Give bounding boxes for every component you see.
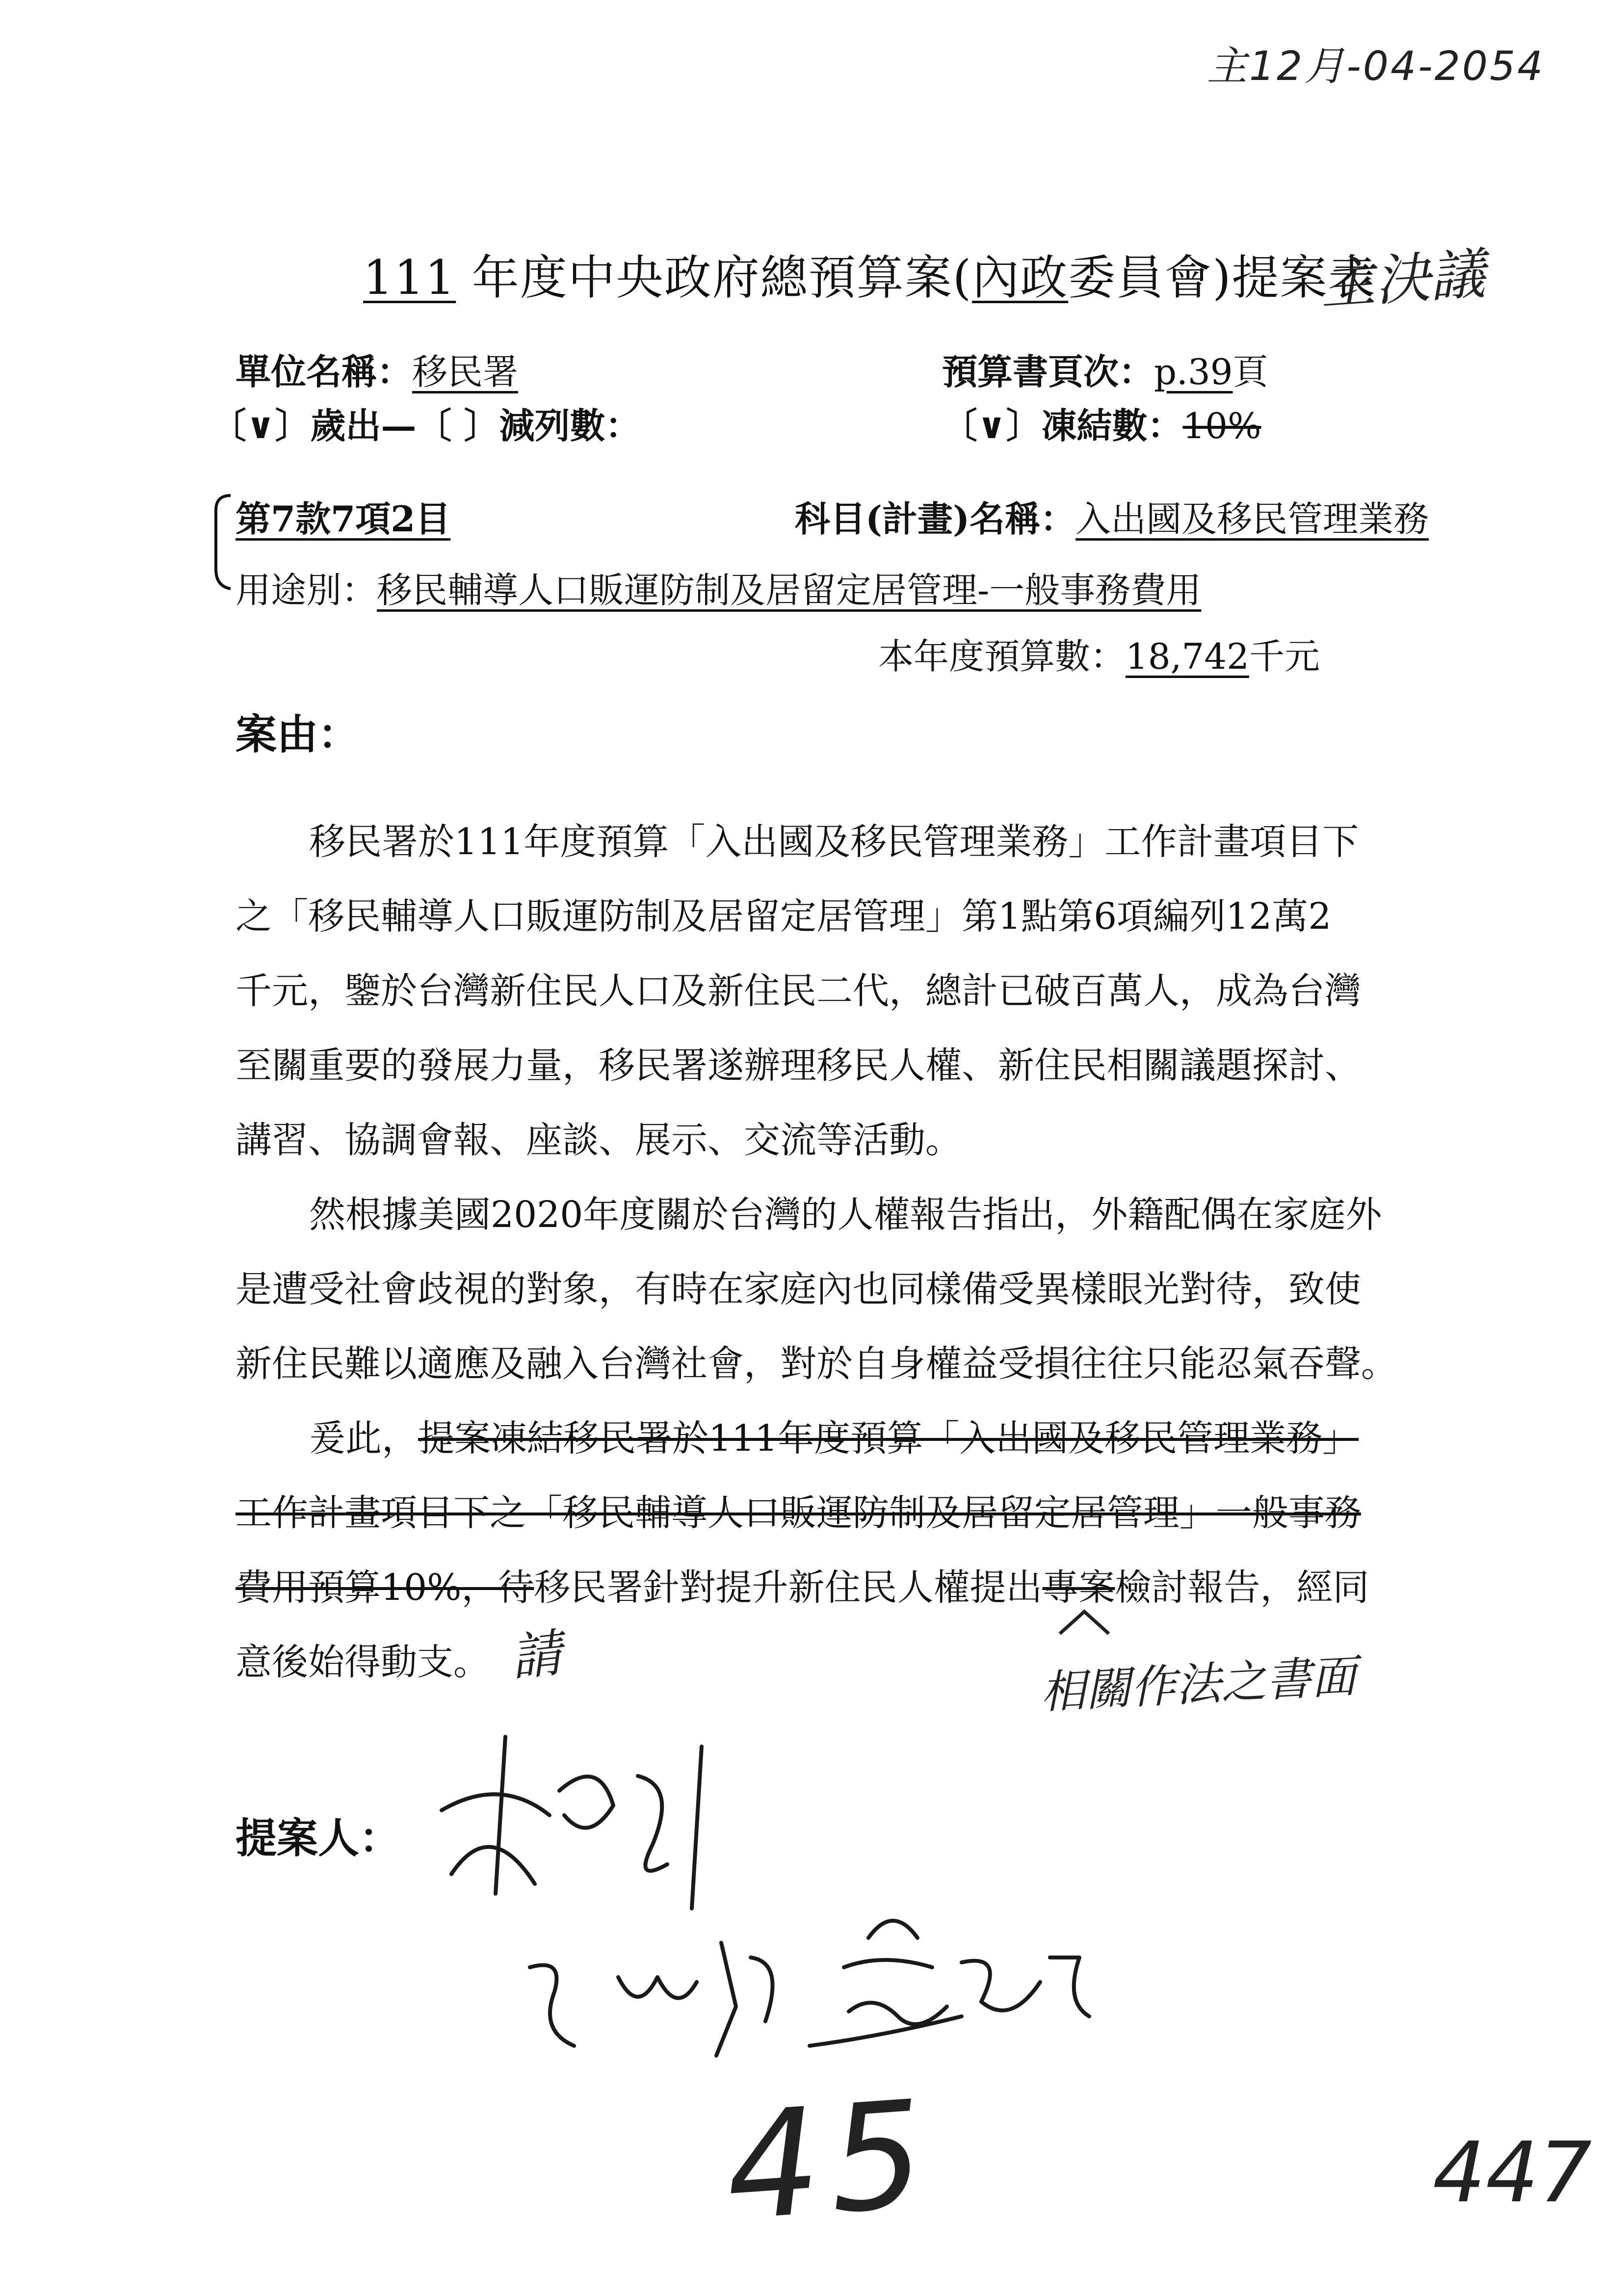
budget-page-unit: 頁: [1232, 351, 1268, 392]
proposer-label: 提案人：: [236, 1814, 401, 1862]
budget-label: 本年度預算數：: [878, 636, 1126, 677]
signature-3: [810, 1921, 1089, 2046]
freeze-value: 10%: [1182, 405, 1261, 446]
handwritten-stamp: 主12月-04-2054: [1207, 43, 1545, 90]
p2-line: 是遭受社會歧視的對象，有時在家庭內也同樣備受異樣眼光對待，致使: [236, 1268, 1361, 1310]
case-heading: 案由：: [236, 710, 360, 758]
freeze-label: 〔∨〕凍結數：: [942, 405, 1183, 446]
budget-unit: 千元: [1249, 636, 1320, 677]
page-number: 447: [1433, 2124, 1592, 2221]
title-text-b: 委員會)提案表: [1068, 250, 1376, 305]
signature-1: [442, 1737, 702, 1908]
handwritten-insert-please: 請: [507, 1622, 565, 1688]
budget-page-value: p.39: [1154, 351, 1233, 392]
p1-line: 千元，鑒於台灣新住民人口及新住民二代，總計已破百萬人，成為台灣: [236, 970, 1361, 1012]
p3-line-3: 費用預算10%，待移民署針對提升新住民人權提出專案檢討報告，經同: [236, 1566, 1369, 1609]
p3-line-1: 爰此，提案凍結移民署於111年度預算「入出國及移民管理業務」: [309, 1417, 1359, 1460]
handwritten-insert-written-report: 相關作法之書面: [1039, 1650, 1358, 1719]
expense-checkbox-row: 〔∨〕歲出—〔 〕減列數：: [211, 405, 641, 446]
title-committee: 內政: [972, 250, 1069, 305]
section-bracket: [216, 496, 231, 589]
unit-label: 單位名稱：: [236, 351, 413, 392]
p1-line: 移民署於111年度預算「入出國及移民管理業務」工作計畫項目下: [309, 821, 1359, 863]
signature-2: [530, 1943, 773, 2056]
budget-value: 18,742: [1126, 636, 1249, 677]
usage-value: 移民輔導人口販運防制及居留定居管理-一般事務費用: [377, 570, 1202, 611]
p1-line: 講習、協調會報、座談、展示、交流等活動。: [236, 1119, 962, 1161]
title-year: 111: [363, 250, 456, 305]
title-text-a: 年度中央政府總預算案(: [471, 250, 972, 305]
unit-value: 移民署: [412, 351, 519, 392]
usage-label: 用途別：: [236, 570, 377, 611]
p1-line: 至關重要的發展力量，移民署遂辦理移民人權、新住民相關議題探討、: [236, 1044, 1361, 1087]
insert-caret: [1060, 1612, 1109, 1634]
budget-page-label: 預算書頁次：: [942, 351, 1154, 392]
handwritten-number: 45: [720, 2068, 939, 2254]
p1-line: 之「移民輔導人口販運防制及居留定居管理」第1點第6項編列12萬2: [236, 895, 1332, 938]
subject-label: 科目(計畫)名稱：: [795, 498, 1076, 540]
handwritten-resolution-tag: 主決議: [1318, 242, 1487, 317]
p3-line-2: 工作計畫項目下之「移民輔導人口販運防制及居留定居管理」一般事務: [236, 1492, 1361, 1534]
p2-line: 新住民難以適應及融入台灣社會，對於自身權益受損往往只能忍氣吞聲。: [236, 1343, 1397, 1385]
subject-value: 入出國及移民管理業務: [1075, 498, 1429, 540]
p3-line-4: 意後始得動支。: [236, 1641, 490, 1683]
item-code: 第7款7項2目: [236, 498, 451, 540]
p2-line: 然根據美國2020年度關於台灣的人權報告指出，外籍配偶在家庭外: [309, 1194, 1382, 1236]
